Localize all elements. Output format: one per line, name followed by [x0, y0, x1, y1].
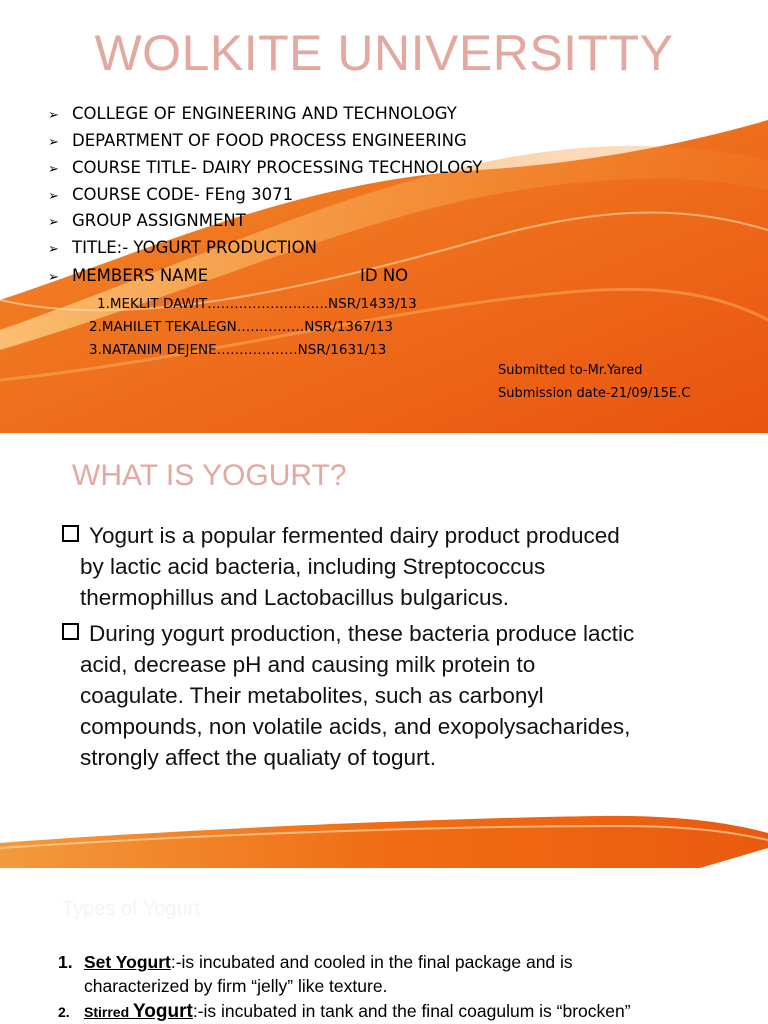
arrow-bullet-icon: ➢ [48, 242, 59, 257]
university-title: WOLKITE UNIVERSITTY [94, 25, 674, 81]
list-item-stirred-yogurt: 2. Stirred Yogurt:-is incubated in tank and the final coagulum is “brocken” [58, 1001, 631, 1022]
title-slide [0, 0, 768, 433]
bullet-group-assignment: ➢ GROUP ASSIGNMENT [48, 211, 246, 230]
arrow-bullet-icon: ➢ [48, 135, 59, 150]
arrow-bullet-icon: ➢ [48, 189, 59, 204]
types-of-yogurt-slide [0, 868, 768, 1024]
faint-slide-title: Types of Yogurt [62, 898, 200, 920]
checkbox-bullet-icon [62, 525, 79, 542]
submitted-to: Submitted to-Mr.Yared [498, 363, 643, 378]
bullet-college: ➢ COLLEGE OF ENGINEERING AND TECHNOLOGY [48, 104, 457, 123]
paragraph-definition: Yogurt is a popular fermented dairy product produced by lactic acid bacteria, including Streptococcus thermophillus and Lactobacillus bulgaricus. [62, 520, 742, 613]
slide-title: WHAT IS YOGURT? [72, 459, 347, 492]
arrow-bullet-icon: ➢ [48, 270, 59, 285]
bullet-course-title: ➢ COURSE TITLE- DAIRY PROCESSING TECHNOLOGY [48, 158, 483, 177]
arrow-bullet-icon: ➢ [48, 162, 59, 177]
what-is-yogurt-slide [0, 433, 768, 868]
bullet-course-code: ➢ COURSE CODE- FEng 3071 [48, 185, 294, 204]
arrow-bullet-icon: ➢ [48, 108, 59, 123]
member-row: 1.MEKLIT DAWIT………………….…..NSR/1433/13 [97, 296, 417, 312]
checkbox-bullet-icon [62, 623, 79, 640]
member-row: 3.NATANIM DEJENE………………NSR/1631/13 [89, 342, 387, 358]
submission-date: Submission date-21/09/15E.C [498, 386, 691, 401]
list-item-set-yogurt: 1. Set Yogurt:-is incubated and cooled in the final package and is [58, 952, 573, 972]
bullet-department: ➢ DEPARTMENT OF FOOD PROCESS ENGINEERING [48, 131, 467, 150]
bullet-title: ➢ TITLE:- YOGURT PRODUCTION [48, 238, 317, 257]
id-no-header: ID NO [360, 266, 409, 285]
paragraph-production: During yogurt production, these bacteria produce lactic acid, decrease pH and causing milk protein to coagulate. Their metabolites, such as carbonyl compounds, non volatile acids, and exopolysacharides, strongly affect the qualiaty of togurt. [62, 618, 742, 773]
list-item-continuation: characterized by firm “jelly” like texture. [84, 976, 388, 996]
orange-wave-footer [0, 788, 768, 868]
arrow-bullet-icon: ➢ [48, 215, 59, 230]
bullet-members: ➢ MEMBERS NAME [48, 266, 209, 285]
member-row: 2.MAHILET TEKALEGN……………NSR/1367/13 [89, 319, 393, 335]
